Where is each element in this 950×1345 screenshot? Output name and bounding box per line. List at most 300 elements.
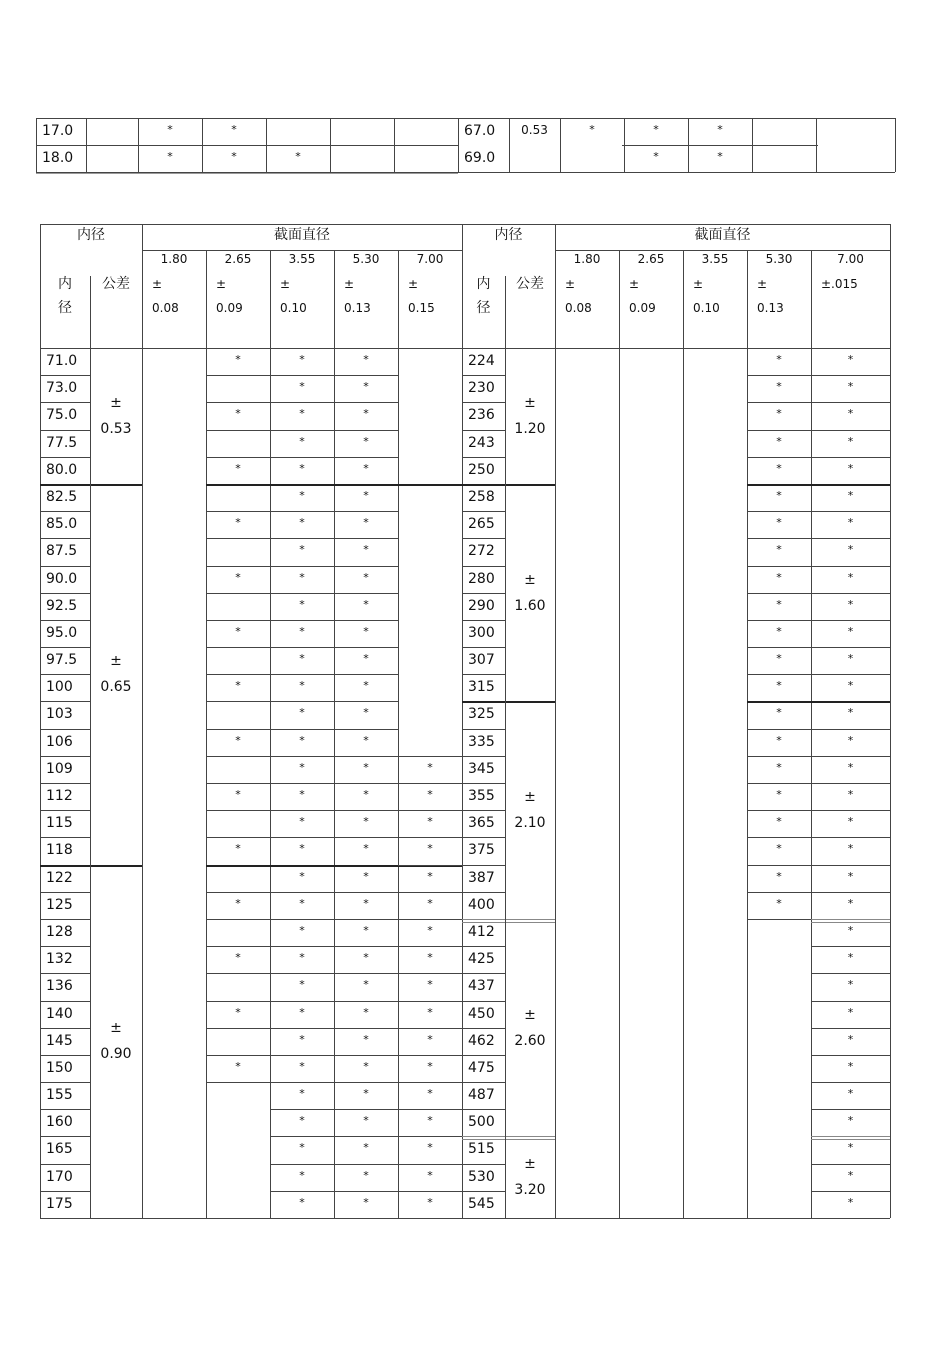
tolerance-value: 1.20 [514,420,546,437]
star-mark: * [299,1141,305,1155]
tolerance-group [505,390,555,442]
col-pm-right-2: ± [693,277,704,291]
star-mark: * [847,380,854,394]
star-mark: * [363,434,369,448]
row-label: 437 [468,978,495,995]
tolerance-value: 0.53 [521,123,548,137]
star-mark: * [299,1059,305,1073]
row-label: 236 [468,407,495,424]
star-mark: * [363,815,369,829]
row-label: 125 [46,896,73,913]
star-mark: * [363,679,369,693]
table-rule [206,457,270,458]
table-rule [86,118,87,172]
star-mark: * [299,1087,305,1101]
star-mark: * [776,706,782,720]
col-size-left-0: 1.80 [160,252,188,266]
row-label: 92.5 [46,597,78,614]
star-mark: * [776,488,782,502]
star-mark: * [363,624,369,638]
col-size-right-2: 3.55 [701,252,729,266]
star-mark: * [847,978,854,992]
star-mark: * [847,488,854,502]
table-rule [206,1082,270,1083]
table-rule [505,1136,555,1140]
star-mark: * [717,150,723,163]
tolerance-value: 2.10 [514,815,546,832]
star-mark: * [776,733,782,747]
star-mark: * [776,869,782,883]
star-mark: * [847,1195,854,1209]
row-label: 17.0 [42,123,74,139]
tolerance-value: 0.53 [100,420,132,437]
table-rule [206,810,270,811]
col-pm-right-1: ± [629,277,640,291]
star-mark: * [847,815,854,829]
star-mark: * [167,150,173,163]
table-rule [398,946,462,947]
star-mark: * [299,1032,305,1046]
star-mark: * [363,570,369,584]
subheader-inner-bottom-left: 径 [58,300,72,316]
tolerance-pm: ± [110,653,122,670]
star-mark: * [847,896,854,910]
star-mark: * [427,842,433,856]
star-mark: * [427,1087,433,1101]
tolerance-group [90,390,142,442]
star-mark: * [299,896,305,910]
col-pm-right-0: ± [565,277,576,291]
table-rule [398,1028,462,1029]
row-label: 71.0 [46,353,78,369]
star-mark: * [776,461,782,475]
star-mark: * [363,788,369,801]
star-mark: * [363,1005,369,1019]
col-size-left-1: 2.65 [224,252,252,266]
table-rule [752,118,753,172]
tolerance-value: 2.60 [514,1032,546,1049]
row-label: 69.0 [464,150,496,166]
row-label: 122 [46,869,73,886]
row-label: 175 [46,1195,73,1212]
star-mark: * [235,842,241,856]
star-mark: * [363,760,369,774]
star-mark: * [235,788,241,801]
star-mark: * [847,788,854,801]
star-mark: * [653,123,659,136]
table-rule [398,919,462,920]
star-mark: * [299,434,305,448]
row-label: 365 [468,815,495,832]
row-label: 106 [46,733,73,750]
table-rule [398,1109,462,1110]
tolerance-pm: ± [524,394,536,411]
star-mark: * [427,788,433,801]
star-mark: * [847,951,854,965]
star-mark: * [299,353,305,366]
table-rule [505,919,555,923]
star-mark: * [427,923,433,937]
header-inner-diameter-left: 内径 [77,227,105,243]
star-mark: * [776,842,782,856]
star-mark: * [776,624,782,638]
row-label: 307 [468,652,495,669]
star-mark: * [295,150,301,163]
table-rule [206,402,270,403]
table-rule [398,1164,462,1165]
row-label: 90.0 [46,570,78,587]
table-fragment-top [36,118,895,172]
table-rule [505,484,555,486]
star-mark: * [847,1005,854,1019]
star-mark: * [847,543,854,557]
row-label: 77.5 [46,434,78,451]
star-mark: * [299,815,305,829]
star-mark: * [299,570,305,584]
star-mark: * [847,923,854,937]
table-rule [90,276,91,348]
row-label: 150 [46,1059,73,1076]
star-mark: * [299,679,305,693]
row-label: 412 [468,923,495,940]
table-rule [206,1028,270,1029]
row-label: 73.0 [46,380,78,397]
tolerance-pm: ± [524,1156,536,1173]
row-label: 103 [46,706,73,723]
table-rule [90,484,142,486]
star-mark: * [847,1114,854,1128]
row-label: 265 [468,516,495,533]
table-rule [206,701,270,702]
star-mark: * [427,1032,433,1046]
col-tol-left-4: 0.15 [408,301,435,315]
col-pm-left-3: ± [344,277,355,291]
row-label: 97.5 [46,652,78,669]
tolerance-group [505,1002,555,1054]
star-mark: * [363,706,369,720]
table-rule [811,1136,890,1140]
star-mark: * [847,1087,854,1101]
row-label: 224 [468,353,495,369]
table-rule [206,620,270,621]
star-mark: * [776,679,782,693]
row-label: 85.0 [46,516,78,533]
oring-size-table [40,224,890,1218]
row-label: 387 [468,869,495,886]
row-label: 315 [468,679,495,696]
star-mark: * [427,815,433,829]
star-mark: * [363,488,369,502]
star-mark: * [235,407,241,421]
star-mark: * [847,760,854,774]
table-rule [747,484,890,486]
table-rule [811,919,890,923]
table-rule [505,701,555,703]
star-mark: * [427,951,433,965]
table-rule [206,484,462,486]
star-mark: * [231,150,237,163]
col-size-right-3: 5.30 [765,252,793,266]
star-mark: * [589,123,595,136]
star-mark: * [847,1032,854,1046]
star-mark: * [363,380,369,394]
star-mark: * [363,1195,369,1209]
star-mark: * [363,1114,369,1128]
star-mark: * [847,733,854,747]
table-rule [895,118,896,172]
star-mark: * [847,434,854,448]
star-mark: * [235,679,241,693]
star-mark: * [776,543,782,557]
star-mark: * [363,461,369,475]
star-mark: * [235,1005,241,1019]
star-mark: * [427,896,433,910]
col-pm-left-4: ± [408,277,419,291]
subheader-inner-top-left: 内 [58,276,72,292]
star-mark: * [776,652,782,666]
table-rule [40,1218,890,1219]
star-mark: * [363,951,369,965]
star-mark: * [847,516,854,530]
star-mark: * [427,1005,433,1019]
col-size-left-4: 7.00 [416,252,444,266]
table-rule [206,729,270,730]
star-mark: * [776,597,782,611]
star-mark: * [776,760,782,774]
row-label: 280 [468,570,495,587]
row-label: 243 [468,434,495,451]
row-label: 258 [468,488,495,505]
table-rule [206,511,270,512]
row-label: 170 [46,1168,73,1185]
star-mark: * [235,896,241,910]
table-rule [398,865,462,866]
star-mark: * [299,597,305,611]
tolerance-value: 3.20 [514,1182,546,1199]
table-rule [398,810,462,811]
star-mark: * [299,1168,305,1182]
tolerance-pm: ± [524,1006,536,1023]
col-tol-left-2: 0.10 [280,301,307,315]
table-rule [206,837,270,838]
col-tol-left-1: 0.09 [216,301,243,315]
table-rule [206,593,270,594]
star-mark: * [299,760,305,774]
star-mark: * [847,842,854,856]
row-label: 290 [468,597,495,614]
star-mark: * [847,353,854,366]
star-mark: * [363,516,369,530]
table-rule [683,348,684,1218]
star-mark: * [299,706,305,720]
table-rule [619,348,620,1218]
row-label: 95.0 [46,624,78,641]
row-label: 87.5 [46,543,78,560]
star-mark: * [363,1059,369,1073]
tolerance-group [90,648,142,700]
star-mark: * [299,733,305,747]
table-rule [90,865,142,867]
star-mark: * [427,1059,433,1073]
star-mark: * [235,516,241,530]
row-label: 80.0 [46,461,78,478]
table-rule [90,348,91,1218]
col-size-left-3: 5.30 [352,252,380,266]
table-rule [505,276,506,348]
col-tol-right-0: 0.08 [565,301,592,315]
row-label: 112 [46,788,73,804]
row-label: 545 [468,1195,495,1212]
col-size-right-0: 1.80 [573,252,601,266]
table-rule [206,756,270,757]
table-rule [206,430,270,431]
table-rule [206,566,270,567]
table-rule [890,224,891,1218]
star-mark: * [776,434,782,448]
star-mark: * [235,951,241,965]
star-mark: * [363,652,369,666]
row-label: 345 [468,760,495,777]
star-mark: * [363,978,369,992]
table-rule [40,224,890,225]
row-label: 450 [468,1005,495,1022]
subheader-inner-bottom-right: 径 [476,300,491,316]
table-rule [747,701,890,703]
star-mark: * [847,461,854,475]
tolerance-group [505,1151,555,1203]
col-tol-right-3: 0.13 [757,301,784,315]
star-mark: * [363,842,369,856]
star-mark: * [847,597,854,611]
row-label: 325 [468,706,495,723]
star-mark: * [776,516,782,530]
row-label: 355 [468,788,495,804]
tolerance-value: 0.65 [100,679,132,696]
star-mark: * [776,815,782,829]
star-mark: * [363,923,369,937]
star-mark: * [776,353,782,366]
star-mark: * [299,488,305,502]
star-mark: * [653,150,659,163]
star-mark: * [235,1059,241,1073]
row-label: 118 [46,842,73,859]
star-mark: * [847,1059,854,1073]
col-size-left-2: 3.55 [288,252,316,266]
star-mark: * [847,679,854,693]
star-mark: * [427,1195,433,1209]
table-rule [398,837,462,838]
row-label: 67.0 [464,123,496,139]
star-mark: * [363,1087,369,1101]
row-label: 140 [46,1005,73,1022]
table-rule [398,1082,462,1083]
table-rule [206,538,270,539]
table-rule [505,348,506,1218]
star-mark: * [427,1168,433,1182]
table-rule [398,1191,462,1192]
col-pm-right-4: ±.015 [821,277,858,291]
row-label: 462 [468,1032,495,1049]
star-mark: * [776,570,782,584]
tolerance-value: 0.90 [100,1046,132,1063]
row-label: 515 [468,1141,495,1158]
table-rule [206,892,270,893]
star-mark: * [235,353,241,366]
row-label: 400 [468,896,495,913]
star-mark: * [299,869,305,883]
star-mark: * [427,1141,433,1155]
star-mark: * [363,869,369,883]
star-mark: * [776,407,782,421]
row-label: 155 [46,1087,73,1104]
col-pm-left-2: ± [280,277,291,291]
tolerance-pm: ± [524,789,536,806]
star-mark: * [363,1032,369,1046]
row-label: 250 [468,461,495,478]
tolerance-group [90,1015,142,1067]
table-rule [398,1136,462,1137]
row-label: 18.0 [42,150,74,166]
table-rule [206,375,270,376]
star-mark: * [299,461,305,475]
star-mark: * [847,869,854,883]
subheader-tolerance-left: 公差 [102,276,130,292]
table-rule [206,946,270,947]
row-label: 145 [46,1032,73,1049]
tolerance-group [505,784,555,836]
star-mark: * [427,978,433,992]
star-mark: * [363,353,369,366]
row-label: 128 [46,923,73,940]
star-mark: * [299,1114,305,1128]
star-mark: * [167,123,173,136]
star-mark: * [299,380,305,394]
star-mark: * [363,733,369,747]
star-mark: * [847,652,854,666]
star-mark: * [363,543,369,557]
row-label: 487 [468,1087,495,1104]
row-label: 500 [468,1114,495,1131]
header-inner-diameter-right: 内径 [494,227,523,243]
table-rule [555,224,556,250]
col-tol-right-2: 0.10 [693,301,720,315]
star-mark: * [717,123,723,136]
row-label: 165 [46,1141,73,1158]
row-label: 375 [468,842,495,859]
star-mark: * [299,951,305,965]
tolerance-group [505,567,555,619]
star-mark: * [299,1195,305,1209]
table-rule [398,892,462,893]
col-pm-left-0: ± [152,277,163,291]
star-mark: * [363,1168,369,1182]
table-rule [206,1055,270,1056]
star-mark: * [235,624,241,638]
star-mark: * [235,733,241,747]
row-label: 82.5 [46,488,78,505]
row-label: 109 [46,760,73,777]
row-label: 132 [46,951,73,968]
star-mark: * [427,869,433,883]
table-rule [206,973,270,974]
table-rule [206,783,270,784]
star-mark: * [231,123,237,136]
row-label: 475 [468,1059,495,1076]
col-size-right-4: 7.00 [837,252,864,266]
table-rule [206,919,270,920]
table-rule [398,1001,462,1002]
star-mark: * [363,407,369,421]
